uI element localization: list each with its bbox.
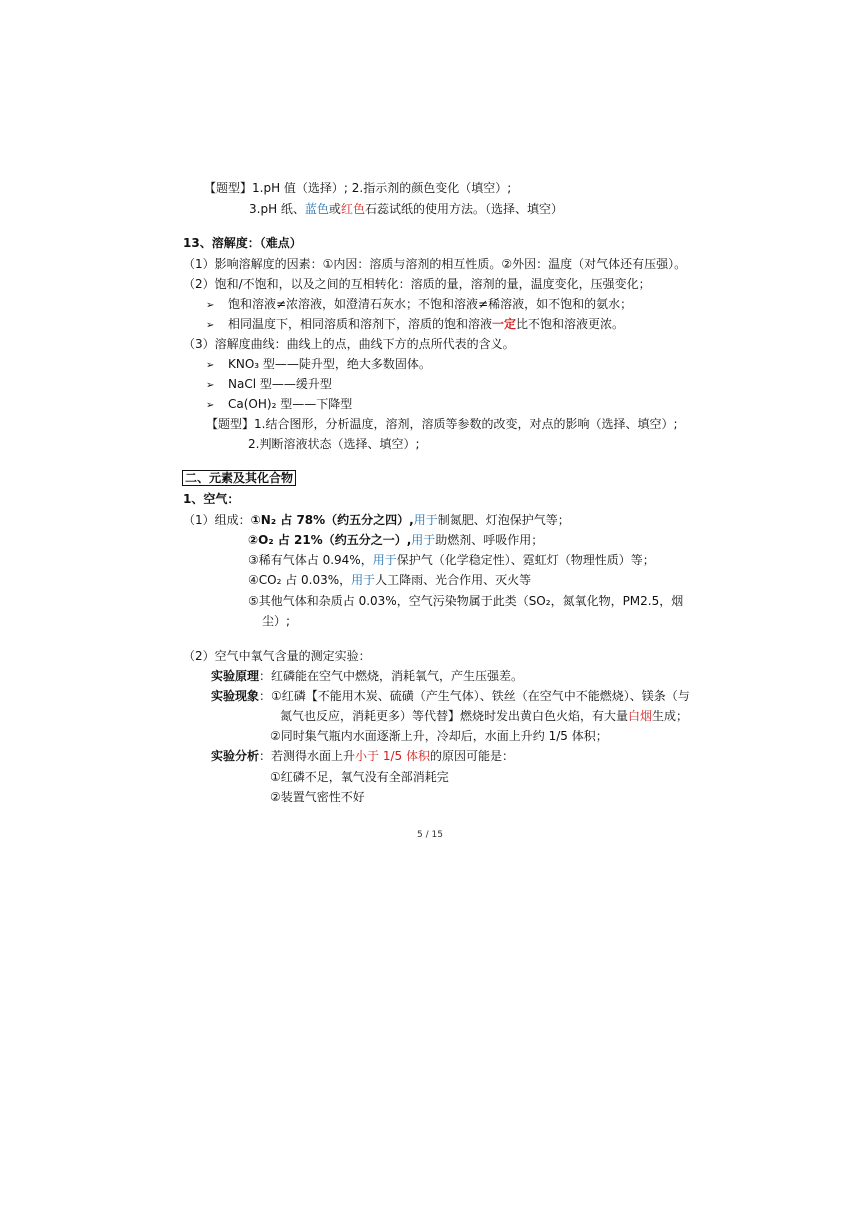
composition-line <box>248 570 531 590</box>
part-2-heading <box>182 468 296 488</box>
text-segment: 3.pH 纸、 <box>249 202 305 216</box>
tixing-text: 【题型】1.pH 值（选择）; 2.指示剂的颜色变化（填空）; <box>204 181 512 195</box>
text-segment: 保护气（化学稳定性）、霓虹灯（物理性质）等； <box>396 553 655 567</box>
text-segment: 生成； <box>652 709 689 723</box>
bullet-text: 相同温度下，相同溶质和溶剂下，溶质的饱和溶液 <box>228 317 493 331</box>
red-highlight: 白烟 <box>628 709 653 723</box>
analysis-item: ①红磷不足，氧气没有全部消耗完 <box>270 770 449 784</box>
text-segment: ：若测得水面上升 <box>259 749 356 763</box>
arrow-bullet-icon: ➢ <box>206 300 215 311</box>
question-type-line: 【题型】1.结合图形，分析温度，溶剂，溶质等参数的改变，对点的影响（选择、填空）; <box>206 417 678 431</box>
o2-bold: ②O₂ 占 21%（约五分之一）, <box>248 533 412 547</box>
bullet-text: 比不饱和溶液更浓。 <box>516 317 625 331</box>
paragraph: （1）影响溶解度的因素：①内因：溶质与溶剂的相互性质。②外因：温度（对气体还有压强）。 <box>183 257 687 271</box>
experiment-heading: （2）空气中氧气含量的测定实验： <box>183 649 371 663</box>
composition-line <box>248 550 655 570</box>
bullet-item <box>206 354 431 376</box>
arrow-bullet-icon: ➢ <box>206 360 215 371</box>
blue-highlight: 用于 <box>411 533 436 547</box>
bullet-text: 饱和溶液≠浓溶液，如澄清石灰水；不饱和溶液≠稀溶液，如不饱和的氨水； <box>228 297 633 311</box>
bullet-item <box>206 394 352 416</box>
blue-highlight: 用于 <box>413 513 438 527</box>
red-highlight: 红色 <box>340 202 365 216</box>
question-type-line <box>204 178 511 198</box>
blue-highlight: 用于 <box>372 553 397 567</box>
paragraph: （3）溶解度曲线：曲线上的点，曲线下方的点所代表的含义。 <box>183 337 515 351</box>
arrow-bullet-icon: ➢ <box>206 320 215 331</box>
composition-line <box>248 530 543 550</box>
text-segment: 或 <box>328 202 341 216</box>
test-paper-line <box>249 199 563 219</box>
air-subheading: 1、空气： <box>183 492 240 506</box>
text-segment: 制氮肥、灯泡保护气等； <box>437 513 570 527</box>
red-highlight: 一定 <box>492 317 517 331</box>
text-segment: 的原因可能是： <box>429 749 514 763</box>
text-segment: ③稀有气体占 0.94%， <box>248 553 373 567</box>
text-segment: ④CO₂ 占 0.03%， <box>248 573 352 587</box>
bullet-text: Ca(OH)₂ 型——下降型 <box>228 397 353 411</box>
bullet-text: NaCl 型——缓升型 <box>228 377 332 391</box>
paragraph: （2）饱和/不饱和，以及之间的互相转化：溶质的量，溶剂的量，温度变化，压强变化； <box>183 277 651 291</box>
composition-line <box>183 510 570 530</box>
composition-label: （1）组成： <box>183 513 251 527</box>
bullet-item <box>206 294 632 316</box>
principle-label: 实验原理 <box>211 669 260 683</box>
bullet-item <box>206 374 332 396</box>
experiment-phenomenon-cont: ②同时集气瓶内水面逐渐上升，冷却后，水面上升约 1/5 体积； <box>270 729 608 743</box>
n2-bold: ①N₂ 占 78%（约五分之四）, <box>250 513 414 527</box>
experiment-analysis <box>211 746 514 766</box>
analysis-label: 实验分析 <box>211 749 260 763</box>
composition-line: ⑤其他气体和杂质占 0.03%，空气污染物属于此类（SO₂，氮氧化物，PM2.5，烟 <box>248 594 684 608</box>
experiment-principle <box>211 666 523 686</box>
question-type-line: 2.判断溶液状态（选择、填空）; <box>248 437 420 451</box>
text-segment: 助燃剂、呼吸作用； <box>435 533 544 547</box>
composition-line: 尘）; <box>262 614 291 628</box>
arrow-bullet-icon: ➢ <box>206 380 215 391</box>
section-13-heading: 13、溶解度：（难点） <box>183 236 302 250</box>
text-segment: 人工降雨、光合作用、灭火等 <box>375 573 532 587</box>
phenomenon-text: ：①红磷【不能用木炭、硫磺（产生气体）、铁丝（在空气中不能燃烧）、镁条（与 <box>259 689 690 703</box>
boxed-heading: 二、元素及其化合物 <box>182 470 296 486</box>
principle-text: ：红磷能在空气中燃烧，消耗氧气，产生压强差。 <box>259 669 524 683</box>
text-segment: 石蕊试纸的使用方法。（选择、填空） <box>364 202 563 216</box>
blue-highlight: 蓝色 <box>304 202 329 216</box>
blue-highlight: 用于 <box>351 573 376 587</box>
red-highlight: 小于 1/5 体积 <box>355 749 430 763</box>
experiment-phenomenon <box>211 686 690 706</box>
experiment-phenomenon-cont <box>280 706 688 726</box>
text-segment: 氮气也反应，消耗更多）等代替】燃烧时发出黄白色火焰，有大量 <box>280 709 629 723</box>
phenomenon-label: 实验现象 <box>211 689 260 703</box>
arrow-bullet-icon: ➢ <box>206 400 215 411</box>
analysis-item: ②装置气密性不好 <box>270 790 365 804</box>
bullet-text: KNO₃ 型——陡升型，绝大多数固体。 <box>228 357 431 371</box>
page-number: 5 / 15 <box>417 830 443 840</box>
bullet-item <box>206 314 624 336</box>
